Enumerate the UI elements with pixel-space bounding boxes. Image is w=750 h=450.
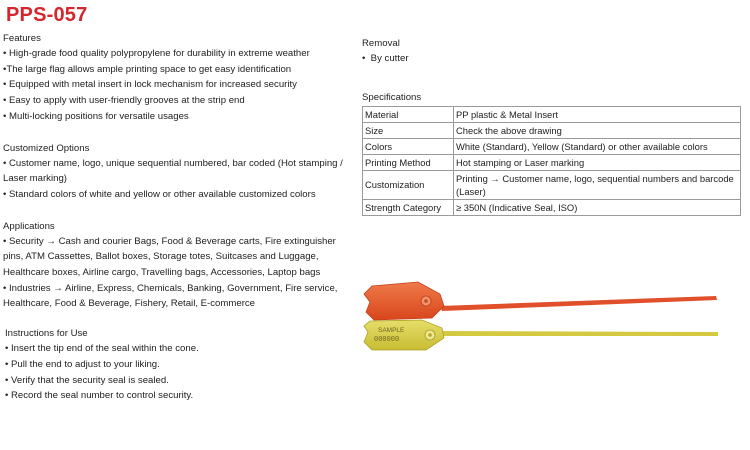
list-item: • Standard colors of white and yellow or other available customized colors: [3, 188, 316, 200]
instructions-list: [3, 341, 358, 404]
seal-illustration: [360, 270, 730, 380]
seal-number-label: 000000: [374, 336, 400, 344]
specifications-table: [362, 106, 741, 216]
features-list: [3, 46, 358, 125]
removal-list: [362, 51, 742, 67]
list-item: • By cutter: [362, 53, 409, 64]
seal-sample-label: SAMPLE: [378, 327, 405, 334]
removal-heading: Removal: [362, 38, 400, 49]
customized-heading: Customized Options: [3, 142, 90, 154]
table-row: Size Check the above drawing: [363, 122, 741, 138]
table-row: Colors White (Standard), Yellow (Standard) or other available colors: [363, 138, 741, 154]
removal-section: [362, 37, 742, 67]
list-item: • Insert the tip end of the seal within the cone.: [5, 343, 199, 355]
list-item: • Record the seal number to control security.: [5, 390, 194, 402]
list-item: • Equipped with metal insert in lock mechanism for increased security: [3, 79, 297, 91]
table-row: Printing Method Hot stamping or Laser marking: [363, 154, 741, 170]
list-item: • Pull the end to adjust to your liking.: [5, 358, 160, 370]
right-column: [362, 37, 742, 216]
instructions-heading: Instructions for Use: [5, 328, 88, 340]
applications-list: [3, 234, 358, 313]
seal-product-image: [360, 270, 730, 380]
table-row: Strength Category ≥ 350N (Indicative Seal, ISO): [363, 199, 741, 215]
list-item: • Industries → Airline, Express, Chemicals, Banking, Government, Fire service, Healthcare, Food & Beverage, Fishery, Retail, E-commerce: [3, 282, 338, 310]
list-item: • Verify that the security seal is sealed.: [5, 374, 169, 386]
customized-list: [3, 156, 358, 203]
applications-heading: Applications: [3, 220, 55, 232]
product-code-title: PPS-057: [6, 4, 88, 26]
list-item: • High-grade food quality polypropylene for durability in extreme weather: [3, 48, 310, 59]
specifications-heading: Specifications: [362, 91, 422, 103]
list-item: • Security → Cash and courier Bags, Food & Beverage carts, Fire extinguisher pins, ATM Cassettes, Ballot boxes, Storage totes, Suitcases and Luggage, Healthcare boxes, Airline cargo, Travelling bags, Accessories, Laptop bags: [3, 235, 336, 279]
list-item: • Easy to apply with user-friendly grooves at the strip end: [3, 95, 245, 107]
list-item: • Multi-locking positions for versatile usages: [3, 110, 189, 122]
list-item: • Customer name, logo, unique sequential numbered, bar coded (Hot stamping / Laser marking): [3, 157, 343, 185]
list-item: •The large flag allows ample printing space to get easy identification: [3, 63, 292, 75]
orange-seal: [364, 282, 717, 320]
yellow-seal: [364, 320, 718, 350]
features-heading: Features: [3, 33, 41, 44]
table-row: Customization Printing → Customer name, logo, sequential numbers and barcode (Laser): [363, 170, 741, 199]
table-row: Material PP plastic & Metal Insert: [363, 106, 741, 122]
left-column: [3, 31, 358, 404]
